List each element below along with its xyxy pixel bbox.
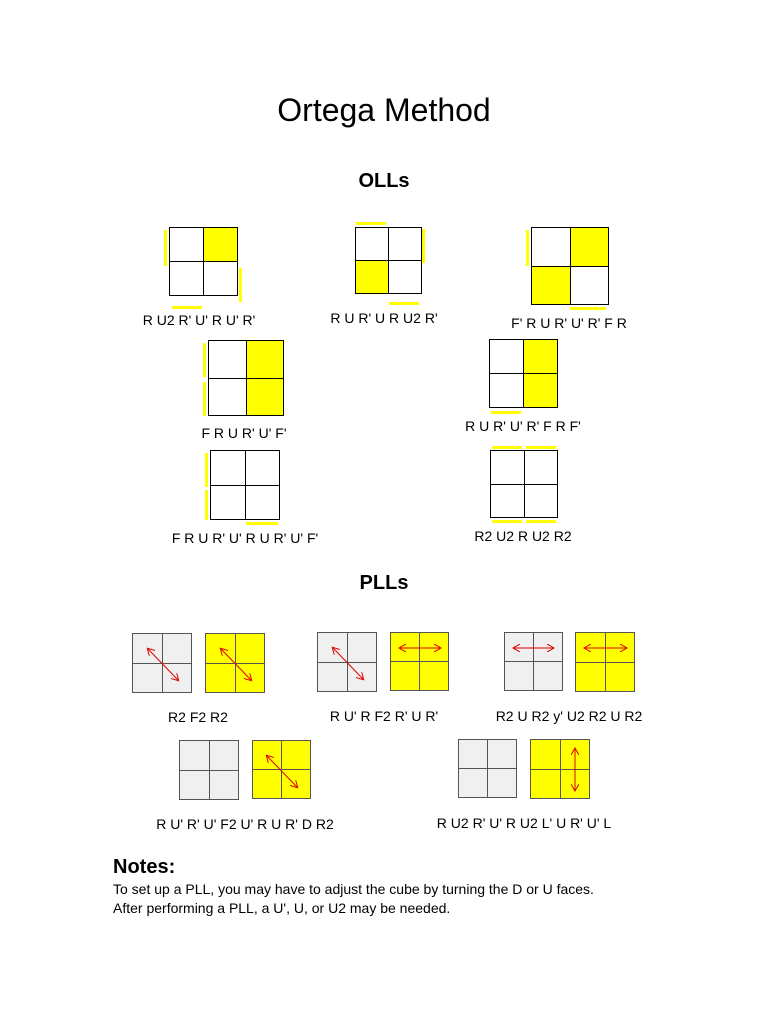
sticker-bottom-left bbox=[179, 770, 210, 801]
sticker-bottom-right bbox=[533, 661, 563, 691]
pll-diagram-4-side bbox=[253, 741, 311, 799]
sticker-top-right bbox=[388, 227, 422, 261]
sticker-top-left bbox=[531, 227, 571, 267]
sticker-top-left bbox=[504, 632, 534, 662]
oll-diagram-2 bbox=[355, 227, 421, 293]
side-sticker-indicator bbox=[422, 229, 425, 263]
section-title-plls: PLLs bbox=[359, 572, 409, 594]
sticker-bottom-right bbox=[162, 663, 193, 694]
sticker-bottom-left bbox=[208, 378, 247, 417]
sticker-top-left bbox=[208, 340, 247, 379]
sticker-bottom-right bbox=[419, 661, 449, 691]
sticker-top-right bbox=[162, 633, 193, 664]
sticker-top-left bbox=[317, 632, 348, 663]
side-sticker-indicator bbox=[492, 520, 522, 523]
notes-line-2: After performing a PLL, a U', U, or U2 may be needed. bbox=[113, 900, 451, 916]
side-sticker-indicator bbox=[570, 307, 606, 310]
sticker-top-left bbox=[489, 339, 524, 374]
side-sticker-indicator bbox=[246, 522, 278, 525]
sticker-top-left bbox=[490, 450, 525, 485]
sticker-bottom-right bbox=[246, 378, 285, 417]
pll-alg-5: R U2 R' U' R U2 L' U R' U' L bbox=[436, 815, 612, 831]
oll-diagram-3 bbox=[531, 227, 608, 304]
sticker-top-left bbox=[205, 633, 236, 664]
sticker-top-right bbox=[281, 740, 311, 770]
pll-diagram-5-top bbox=[459, 740, 517, 798]
oll-alg-2: R U R' U R U2 R' bbox=[330, 310, 438, 326]
oll-diagram-1 bbox=[169, 227, 237, 295]
sticker-bottom-right bbox=[203, 261, 238, 296]
sticker-top-right bbox=[570, 227, 610, 267]
sticker-top-right bbox=[487, 739, 517, 769]
sticker-bottom-right bbox=[235, 663, 266, 694]
sticker-bottom-left bbox=[205, 663, 236, 694]
oll-alg-4: F R U R' U' F' bbox=[201, 425, 287, 441]
pll-alg-1: R2 F2 R2 bbox=[168, 709, 228, 725]
sticker-bottom-left bbox=[390, 661, 420, 691]
sticker-top-left bbox=[355, 227, 389, 261]
page-title: Ortega Method bbox=[277, 92, 491, 128]
side-sticker-indicator bbox=[172, 306, 202, 309]
oll-diagram-4 bbox=[208, 340, 283, 415]
side-sticker-indicator bbox=[205, 490, 208, 520]
sticker-top-left bbox=[390, 632, 420, 662]
sticker-top-right bbox=[523, 339, 558, 374]
oll-diagram-7 bbox=[490, 450, 557, 517]
notes-heading: Notes: bbox=[113, 856, 176, 878]
sticker-bottom-right bbox=[570, 266, 610, 306]
oll-alg-7: R2 U2 R U2 R2 bbox=[474, 528, 572, 544]
sticker-top-right bbox=[419, 632, 449, 662]
side-sticker-indicator bbox=[526, 446, 556, 449]
pll-diagram-3-side bbox=[576, 633, 635, 692]
side-sticker-indicator bbox=[526, 520, 556, 523]
sticker-bottom-right bbox=[523, 373, 558, 408]
sticker-bottom-left bbox=[210, 485, 246, 521]
notes-line-1: To set up a PLL, you may have to adjust the cube by turning the D or U faces. bbox=[113, 881, 594, 897]
oll-alg-6: F R U R' U' R U R' U' F' bbox=[171, 530, 319, 546]
oll-alg-5: R U R' U' R' F R F' bbox=[465, 418, 581, 434]
oll-diagram-5 bbox=[489, 339, 557, 407]
sticker-bottom-left bbox=[504, 661, 534, 691]
oll-alg-1: R U2 R' U' R U' R' bbox=[142, 312, 256, 328]
sticker-bottom-left bbox=[490, 484, 525, 519]
sticker-top-right bbox=[235, 633, 266, 664]
sticker-top-right bbox=[533, 632, 563, 662]
sticker-bottom-left bbox=[489, 373, 524, 408]
side-sticker-indicator bbox=[203, 382, 206, 416]
sticker-top-right bbox=[560, 739, 591, 770]
sticker-top-left bbox=[132, 633, 163, 664]
sticker-bottom-right bbox=[245, 485, 281, 521]
pll-alg-4: R U' R' U' F2 U' R U R' D R2 bbox=[156, 816, 334, 832]
sticker-bottom-left bbox=[531, 266, 571, 306]
sticker-top-right bbox=[245, 450, 281, 486]
sticker-top-left bbox=[252, 740, 282, 770]
sticker-bottom-right bbox=[347, 662, 378, 693]
side-sticker-indicator bbox=[526, 230, 529, 266]
sticker-top-left bbox=[169, 227, 204, 262]
sticker-top-left bbox=[530, 739, 561, 770]
sticker-top-right bbox=[203, 227, 238, 262]
sticker-top-right bbox=[347, 632, 378, 663]
pll-alg-3: R2 U R2 y' U2 R2 U R2 bbox=[495, 708, 643, 724]
side-sticker-indicator bbox=[239, 268, 242, 302]
sticker-bottom-left bbox=[458, 768, 488, 798]
sticker-bottom-right bbox=[560, 769, 591, 800]
sticker-bottom-left bbox=[132, 663, 163, 694]
side-sticker-indicator bbox=[205, 453, 208, 487]
side-sticker-indicator bbox=[389, 302, 419, 305]
sticker-bottom-left bbox=[575, 662, 606, 693]
sticker-bottom-right bbox=[281, 769, 311, 799]
pll-diagram-5-side bbox=[531, 740, 590, 799]
sticker-top-right bbox=[605, 632, 636, 663]
sticker-bottom-right bbox=[209, 770, 240, 801]
oll-alg-3: F' R U R' U' R' F R bbox=[511, 315, 627, 331]
sticker-bottom-right bbox=[388, 260, 422, 294]
sticker-bottom-right bbox=[487, 768, 517, 798]
side-sticker-indicator bbox=[356, 222, 386, 225]
oll-diagram-6 bbox=[210, 450, 279, 519]
pll-diagram-1-side bbox=[206, 634, 265, 693]
sticker-top-right bbox=[246, 340, 285, 379]
pll-diagram-1-top bbox=[133, 634, 192, 693]
side-sticker-indicator bbox=[164, 230, 167, 266]
sticker-bottom-left bbox=[355, 260, 389, 294]
side-sticker-indicator bbox=[492, 446, 522, 449]
sticker-bottom-right bbox=[524, 484, 559, 519]
pll-diagram-3-top bbox=[505, 633, 563, 691]
side-sticker-indicator bbox=[491, 411, 521, 414]
sticker-top-right bbox=[209, 740, 240, 771]
sticker-bottom-left bbox=[252, 769, 282, 799]
sticker-bottom-left bbox=[169, 261, 204, 296]
pll-alg-2: R U' R F2 R' U R' bbox=[329, 708, 439, 724]
sticker-top-left bbox=[210, 450, 246, 486]
sticker-bottom-left bbox=[530, 769, 561, 800]
pll-diagram-4-top bbox=[180, 741, 239, 800]
sticker-top-right bbox=[524, 450, 559, 485]
sticker-bottom-left bbox=[317, 662, 348, 693]
section-title-olls: OLLs bbox=[358, 170, 410, 192]
sticker-bottom-right bbox=[605, 662, 636, 693]
sticker-top-left bbox=[179, 740, 210, 771]
pll-diagram-2-top bbox=[318, 633, 377, 692]
side-sticker-indicator bbox=[203, 343, 206, 377]
pll-diagram-2-side bbox=[391, 633, 449, 691]
sticker-top-left bbox=[458, 739, 488, 769]
sticker-top-left bbox=[575, 632, 606, 663]
